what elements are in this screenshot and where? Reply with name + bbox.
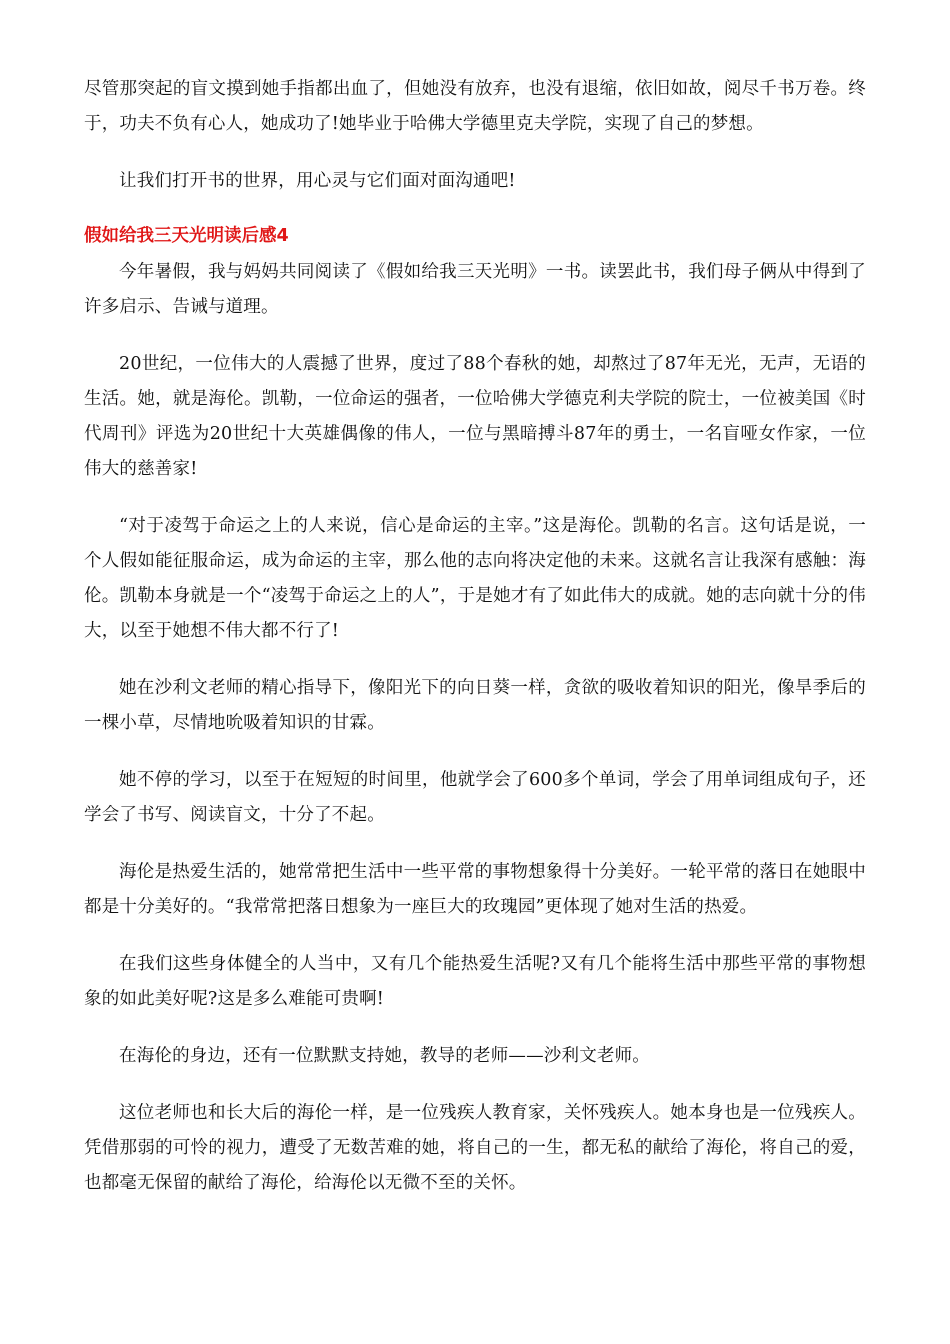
paragraph: 在我们这些身体健全的人当中，又有几个能热爱生活呢?又有几个能将生活中那些平常的事物想象的如此美好呢?这是多么难能可贵啊! [84, 954, 866, 1009]
paragraph: 海伦是热爱生活的，她常常把生活中一些平常的事物想象得十分美好。一轮平常的落日在她眼中都是十分美好的。“我常常把落日想象为一座巨大的玫瑰园”更体现了她对生活的热爱。 [84, 862, 866, 917]
paragraph: 这位老师也和长大后的海伦一样，是一位残疾人教育家，关怀残疾人。她本身也是一位残疾人。凭借那弱的可怜的视力，遭受了无数苦难的她，将自己的一生，都无私的献给了海伦，将自己的爱，也都毫无保留的献给了海伦，给海伦以无微不至的关怀。 [84, 1103, 866, 1193]
paragraph: 在海伦的身边，还有一位默默支持她，教导的老师——沙利文老师。 [119, 1046, 650, 1066]
paragraph: 她不停的学习，以至于在短短的时间里，他就学会了600多个单词，学会了用单词组成句子，还学会了书写、阅读盲文，十分了不起。 [84, 770, 866, 825]
paragraph: 20世纪，一位伟大的人震撼了世界，度过了88个春秋的她，却熬过了87年无光，无声，无语的生活。她，就是海伦。凯勒，一位命运的强者，一位哈佛大学德克利夫学院的院士，一位被美国《时代周刊》评选为20世纪十大英雄偶像的伟人，一位与黑暗搏斗87年的勇士，一名盲哑女作家，一位伟大的慈善家! [84, 354, 866, 479]
paragraph: 她在沙利文老师的精心指导下，像阳光下的向日葵一样，贪欲的吸收着知识的阳光，像旱季后的一棵小草，尽情地吮吸着知识的甘霖。 [84, 678, 866, 733]
paragraph-closing: 让我们打开书的世界，用心灵与它们面对面沟通吧! [119, 171, 516, 191]
section-heading: 假如给我三天光明读后感4 [84, 226, 289, 246]
paragraph: 今年暑假，我与妈妈共同阅读了《假如给我三天光明》一书。读罢此书，我们母子俩从中得到了许多启示、告诫与道理。 [84, 262, 866, 317]
paragraph: “对于凌驾于命运之上的人来说，信心是命运的主宰。”这是海伦。凯勒的名言。这句话是说，一个人假如能征服命运，成为命运的主宰，那么他的志向将决定他的未来。这就名言让我深有感触：海伦。凯勒本身就是一个“凌驾于命运之上的人”，于是她才有了如此伟大的成就。她的志向就十分的伟大，以至于她想不伟大都不行了! [84, 516, 866, 641]
paragraph-continued: 尽管那突起的盲文摸到她手指都出血了，但她没有放弃，也没有退缩，依旧如故，阅尽千书万卷。终于，功夫不负有心人，她成功了!她毕业于哈佛大学德里克夫学院，实现了自己的梦想。 [84, 79, 866, 134]
